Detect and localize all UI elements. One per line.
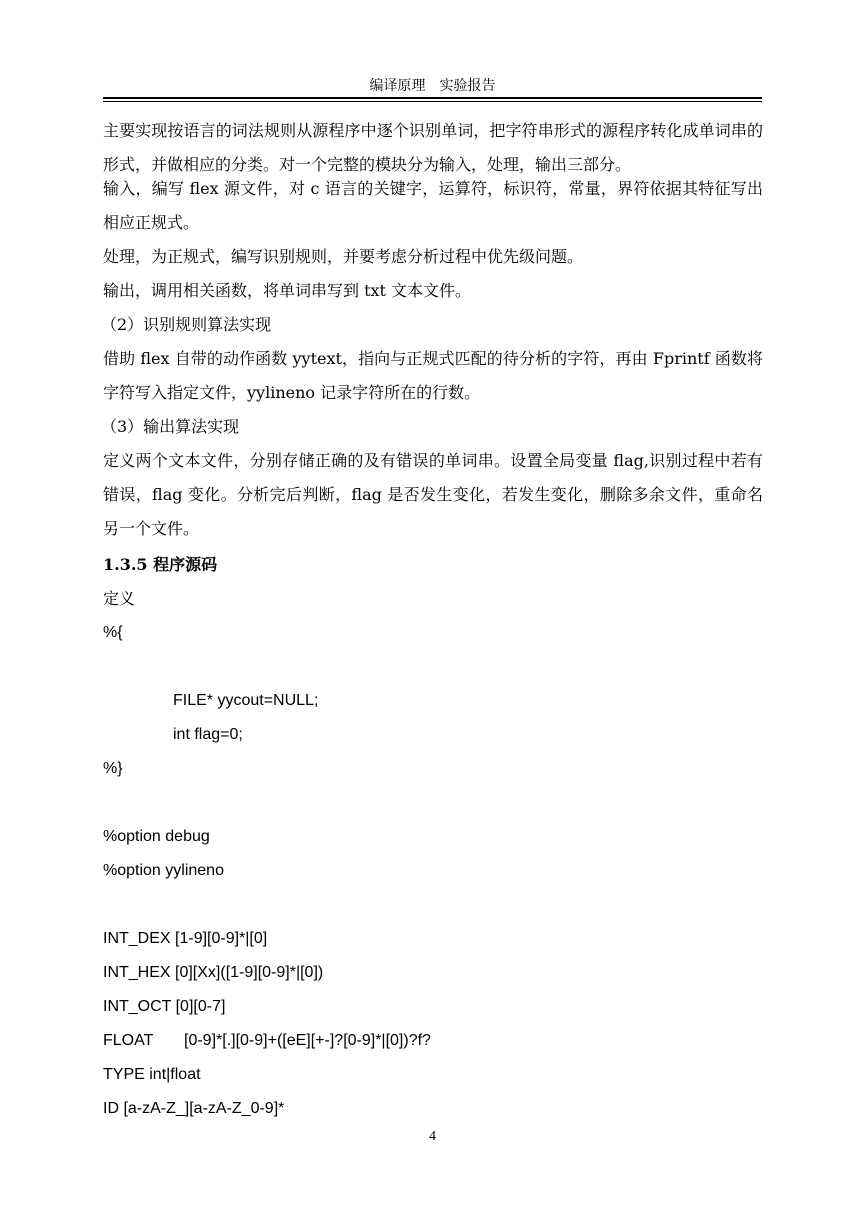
code-line-option-yylineno: %option yylineno xyxy=(103,862,224,879)
code-line-id: ID [a-zA-Z_][a-zA-Z_0-9]* xyxy=(103,1100,285,1117)
section-heading: 1.3.5 程序源码 xyxy=(103,555,218,574)
code-line-int-hex: INT_HEX [0][Xx]([1-9][0-9]*|[0]) xyxy=(103,964,324,981)
paragraph-output-algo: 定义两个文本文件，分别存储正确的及有错误的单词串。设置全局变量 flag,识别过程中若有错误，flag 变化。分析完后判断，flag 是否发生变化，若发生变化，删除多余文件，重命名另一个文件。 xyxy=(103,451,763,538)
code-line-float xyxy=(103,1024,763,1058)
subheading-rules: （2）识别规则算法实现 xyxy=(101,315,272,334)
definition-label: 定义 xyxy=(103,589,136,608)
code-line-flag: int flag=0; xyxy=(173,726,243,743)
code-float-name: FLOAT xyxy=(103,1032,154,1049)
code-line-type: TYPE int|float xyxy=(103,1066,201,1083)
paragraph-process: 处理，为正规式，编写识别规则，并要考虑分析过程中优先级问题。 xyxy=(103,247,584,266)
paragraph-input: 输入，编写 flex 源文件，对 c 语言的关键字，运算符，标识符，常量，界符依据其特征写出相应正规式。 xyxy=(103,179,763,232)
subheading-output: （3）输出算法实现 xyxy=(101,417,240,436)
code-line-file: FILE* yycout=NULL; xyxy=(173,692,319,709)
header-rule-thin xyxy=(103,101,762,102)
paragraph-output: 输出，调用相关函数，将单词串写到 txt 文本文件。 xyxy=(103,281,472,300)
code-float-value: [0-9]*[.][0-9]+([eE][+-]?[0-9]*|[0])?f? xyxy=(184,1032,431,1049)
page-number: 4 xyxy=(429,1129,436,1144)
header-rule-thick xyxy=(103,97,762,99)
paragraph-intro: 主要实现按语言的词法规则从源程序中逐个识别单词，把字符串形式的源程序转化成单词串的形式，并做相应的分类。对一个完整的模块分为输入，处理，输出三部分。 xyxy=(103,121,763,174)
code-line-open: %{ xyxy=(103,624,123,641)
code-line-option-debug: %option debug xyxy=(103,828,210,845)
code-line-int-oct: INT_OCT [0][0-7] xyxy=(103,998,226,1015)
paragraph-rules: 借助 flex 自带的动作函数 yytext，指向与正规式匹配的待分析的字符，再由 Fprintf 函数将字符写入指定文件，yylineno 记录字符所在的行数。 xyxy=(103,349,763,402)
code-line-int-dex: INT_DEX [1-9][0-9]*|[0] xyxy=(103,930,268,947)
page-header: 编译原理 实验报告 xyxy=(369,78,496,94)
code-line-close: %} xyxy=(103,760,123,777)
